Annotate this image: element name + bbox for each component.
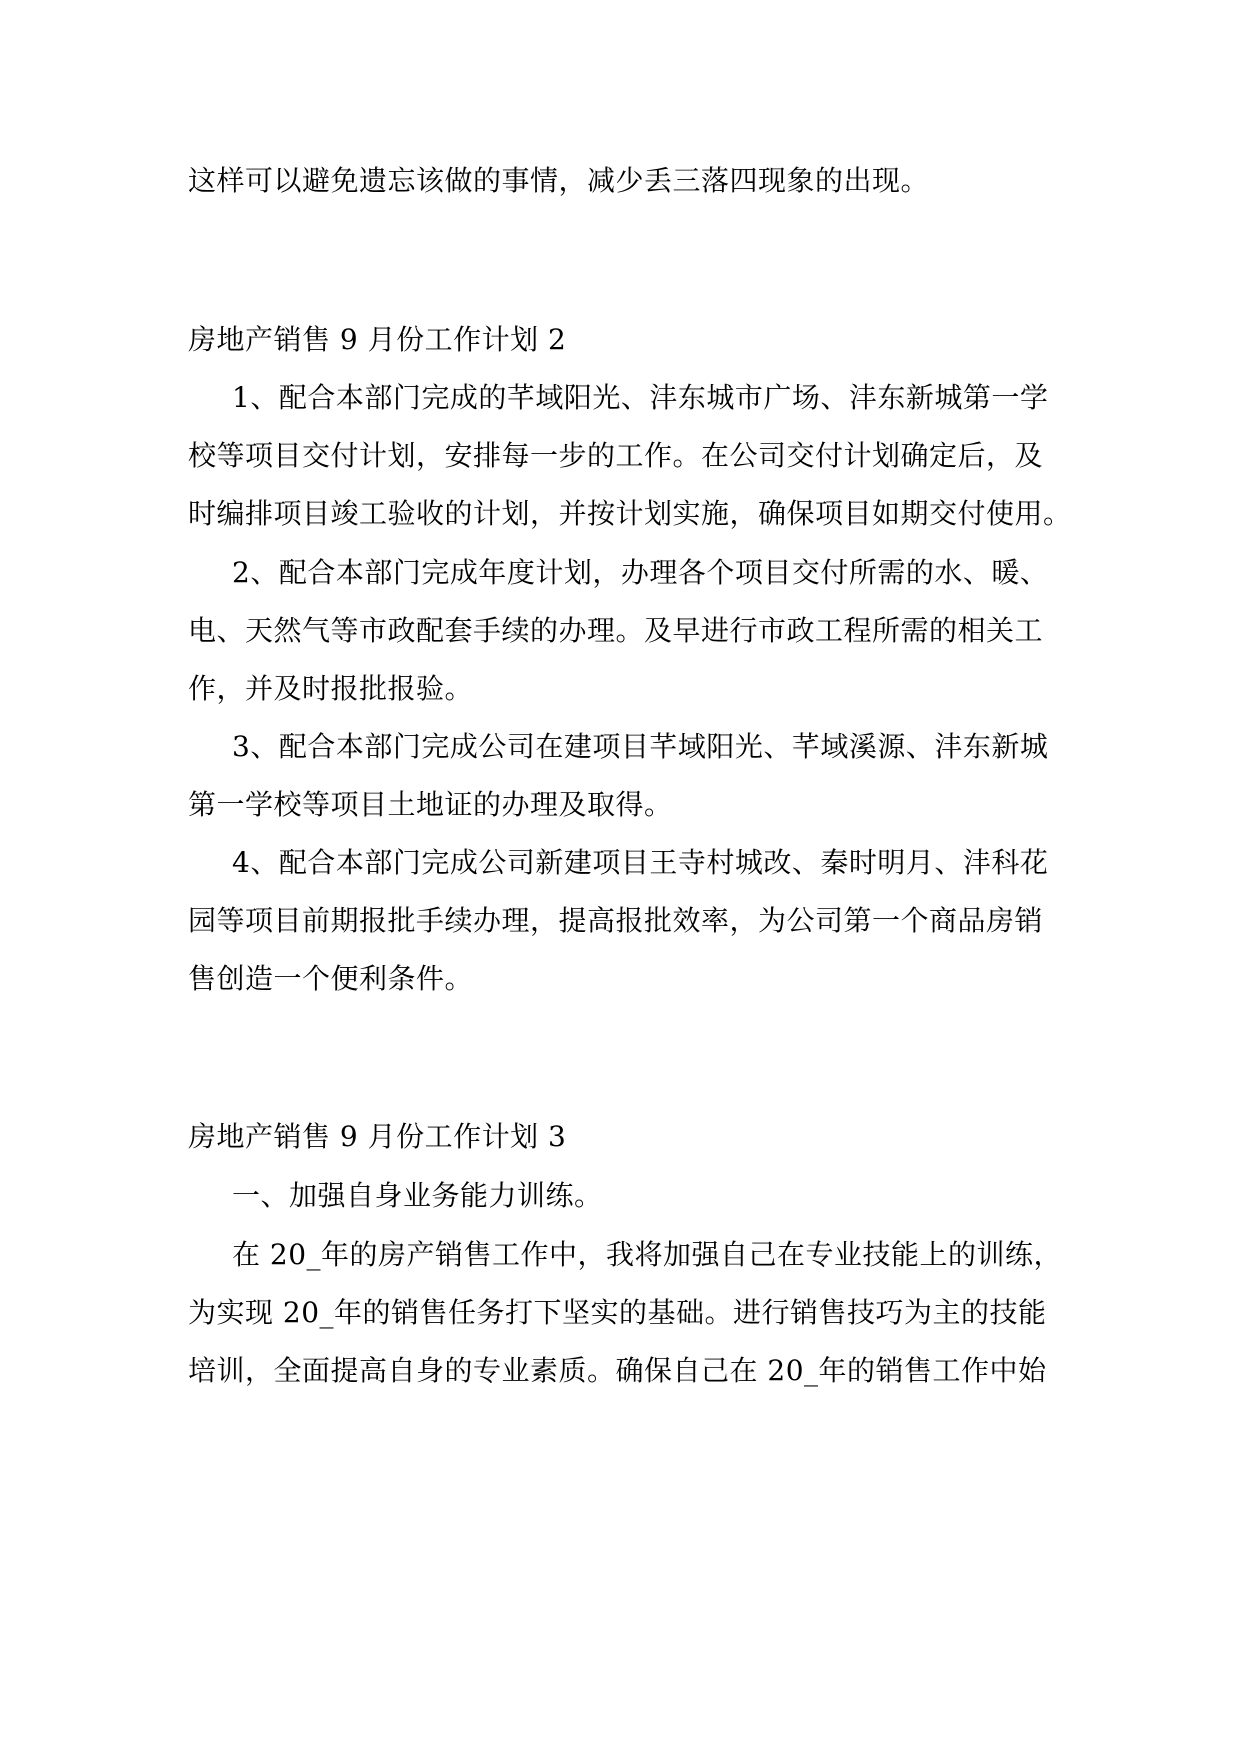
paragraph-line: 2、配合本部门完成年度计划，办理各个项目交付所需的水、暖、	[232, 556, 1049, 589]
paragraph-line: 第一学校等项目土地证的办理及取得。	[188, 788, 673, 821]
paragraph-line: 在 20_年的房产销售工作中，我将加强自己在专业技能上的训练，	[232, 1238, 1063, 1271]
section-heading: 房地产销售 9 月份工作计划 3	[188, 1120, 567, 1153]
paragraph-line: 1、配合本部门完成的芊域阳光、沣东城市广场、沣东新城第一学	[232, 381, 1049, 414]
paragraph-line: 作，并及时报批报验。	[188, 672, 474, 705]
paragraph-line: 这样可以避免遗忘该做的事情，减少丢三落四现象的出现。	[188, 164, 930, 197]
section-heading: 房地产销售 9 月份工作计划 2	[188, 323, 567, 356]
paragraph-line: 培训，全面提高自身的专业素质。确保自己在 20_年的销售工作中始	[188, 1354, 1047, 1387]
paragraph-line: 电、天然气等市政配套手续的办理。及早进行市政工程所需的相关工	[188, 614, 1044, 647]
paragraph-line: 一、加强自身业务能力训练。	[232, 1179, 603, 1212]
paragraph-line: 时编排项目竣工验收的计划，并按计划实施，确保项目如期交付使用。	[188, 497, 1072, 530]
paragraph-line: 4、配合本部门完成公司新建项目王寺村城改、秦时明月、沣科花	[232, 846, 1049, 879]
paragraph-line: 园等项目前期报批手续办理，提高报批效率，为公司第一个商品房销	[188, 904, 1044, 937]
paragraph-line: 校等项目交付计划，安排每一步的工作。在公司交付计划确定后，及	[188, 439, 1044, 472]
paragraph-line: 为实现 20_年的销售任务打下坚实的基础。进行销售技巧为主的技能	[188, 1296, 1047, 1329]
paragraph-line: 售创造一个便利条件。	[188, 962, 474, 995]
paragraph-line: 3、配合本部门完成公司在建项目芊域阳光、芊域溪源、沣东新城	[232, 730, 1049, 763]
